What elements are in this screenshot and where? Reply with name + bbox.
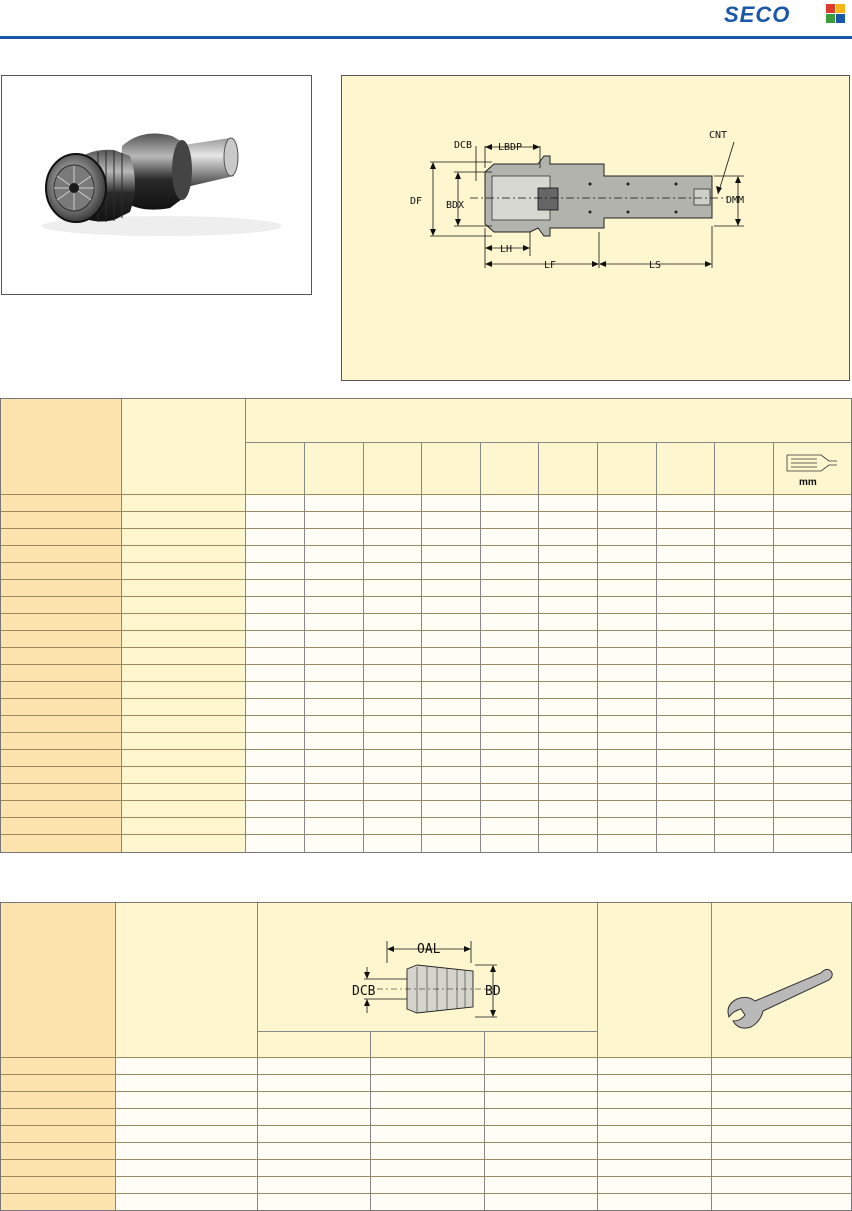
table1-vline: [245, 399, 246, 852]
brand-logo-icon: [826, 4, 846, 24]
table1-unit-label: mm: [799, 477, 817, 488]
table1-row: [1, 664, 851, 665]
table1-col-code: [1, 494, 121, 852]
table1-row: [1, 749, 851, 750]
chuck-dimension-drawing: [342, 76, 849, 380]
table2-row: [1, 1091, 851, 1092]
label-lf: LF: [544, 260, 557, 271]
table1-row: [1, 613, 851, 614]
table2-col-code: [1, 1057, 115, 1210]
table1-header-code: [1, 399, 121, 494]
dimension-diagram: [341, 75, 850, 381]
table1-row: [1, 579, 851, 580]
holder-specs-table: [0, 398, 852, 853]
table2-row: [1, 1108, 851, 1109]
label-lbdp: LBDP: [498, 142, 523, 153]
table1-row: [1, 834, 851, 835]
label-df: DF: [410, 196, 423, 207]
table1-row: [1, 562, 851, 563]
table1-col-ordering: [121, 494, 245, 852]
table2-header-code: [1, 903, 115, 1057]
label-dmm: DMM: [726, 195, 745, 206]
label-dcb: DCB: [454, 140, 473, 151]
table2-row: [1, 1159, 851, 1160]
collet-range-icon: [773, 443, 851, 494]
brand-logo-text: SECO: [724, 2, 791, 27]
table1-row: [1, 698, 851, 699]
chuck-outline: [470, 156, 727, 236]
table2-row: [1, 1176, 851, 1177]
wrench-icon: [711, 963, 851, 1033]
table1-row: [1, 783, 851, 784]
table1-row: [1, 715, 851, 716]
table1-row: [1, 817, 851, 818]
table1-header-subdivider: [245, 442, 851, 443]
label-ls: LS: [649, 260, 662, 271]
label-oal: OAL: [417, 942, 441, 957]
table1-row: [1, 800, 851, 801]
label-lh: LH: [500, 244, 513, 255]
table2-row: [1, 1142, 851, 1143]
product-photo: [1, 75, 312, 295]
table1-row: [1, 528, 851, 529]
page-header: [0, 0, 852, 40]
table2-header-nut: [597, 903, 711, 1057]
collet-specs-table: [0, 902, 852, 1211]
table2-row: [1, 1193, 851, 1194]
table2-row: [1, 1125, 851, 1126]
collet-chuck-photo-icon: [2, 76, 311, 294]
table1-row: [1, 596, 851, 597]
collet-drawing-icon: [257, 903, 597, 1031]
table2-row: [1, 1074, 851, 1075]
table2-row: [1, 1057, 851, 1058]
label-bd: BD: [485, 984, 501, 999]
table1-row: [1, 732, 851, 733]
table1-vline: [121, 399, 122, 852]
table1-row: [1, 647, 851, 648]
table1-row: [1, 545, 851, 546]
table1-row: [1, 494, 851, 495]
table1-row: [1, 630, 851, 631]
label-cnt: CNT: [709, 130, 728, 141]
table1-row: [1, 511, 851, 512]
label-bdx: BDX: [446, 200, 465, 211]
table1-header-collet-size: [773, 443, 851, 494]
table1-row: [1, 766, 851, 767]
table1-row: [1, 681, 851, 682]
table2-col-body: [115, 1057, 851, 1210]
table1-header-ordering: [121, 399, 245, 494]
table1-col-dimensions: [245, 494, 851, 852]
label-dcb-collet: DCB: [352, 984, 376, 999]
table2-header-subdivider: [257, 1031, 597, 1032]
table2-header-ordering: [115, 903, 257, 1057]
header-divider: [0, 36, 852, 39]
table1-header-dimensions: [245, 399, 851, 494]
